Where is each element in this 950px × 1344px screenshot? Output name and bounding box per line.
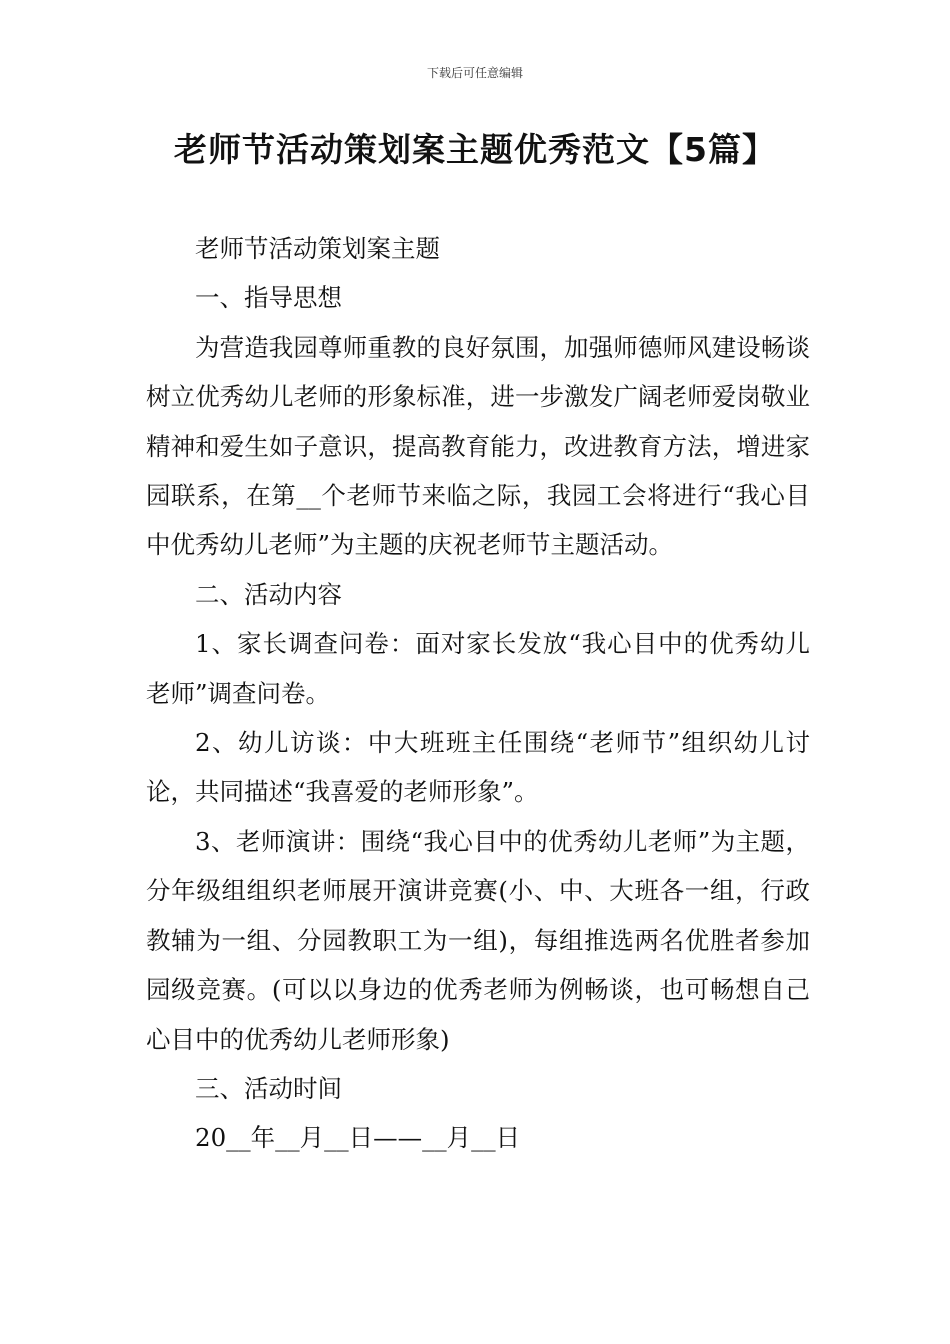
header-note: 下载后可任意编辑 [426,66,523,80]
body-paragraph: 2、幼儿访谈：中大班班主任围绕“老师节”组织幼儿讨论，共同描述“我喜爱的老师形象”。 [146,728,810,807]
document-title: 老师节活动策划案主题优秀范文【5篇】 [174,130,776,169]
body-paragraph: 为营造我园尊师重教的良好氛围，加强师德师风建设畅谈树立优秀幼儿老师的形象标准，进一步激发广阔老师爱岗敬业精神和爱生如子意识，提高教育能力，改进教育方法，增进家园联系，在第__个老师节来临之际，我园工会将进行“我心目中优秀幼儿老师”为主题的庆祝老师节主题活动。 [146,332,810,560]
section-heading: 二、活动内容 [195,579,342,609]
section-heading: 三、活动时间 [195,1073,342,1103]
section-heading: 一、指导思想 [195,283,342,313]
section-heading: 老师节活动策划案主题 [195,234,440,263]
document-body [146,224,810,1163]
body-paragraph: 20__年__月__日——__月__日 [195,1123,521,1153]
body-paragraph: 1、家长调查问卷：面对家长发放“我心目中的优秀幼儿老师”调查问卷。 [146,629,810,708]
body-paragraph: 3、老师演讲：围绕“我心目中的优秀幼儿老师”为主题，分年级组组织老师展开演讲竞赛(小、中、大班各一组，行政教辅为一组、分园教职工为一组)，每组推选两名优胜者参加园级竞赛。(可以以身边的优秀老师为例畅谈，也可畅想自己心目中的优秀幼儿老师形象) [146,826,810,1054]
